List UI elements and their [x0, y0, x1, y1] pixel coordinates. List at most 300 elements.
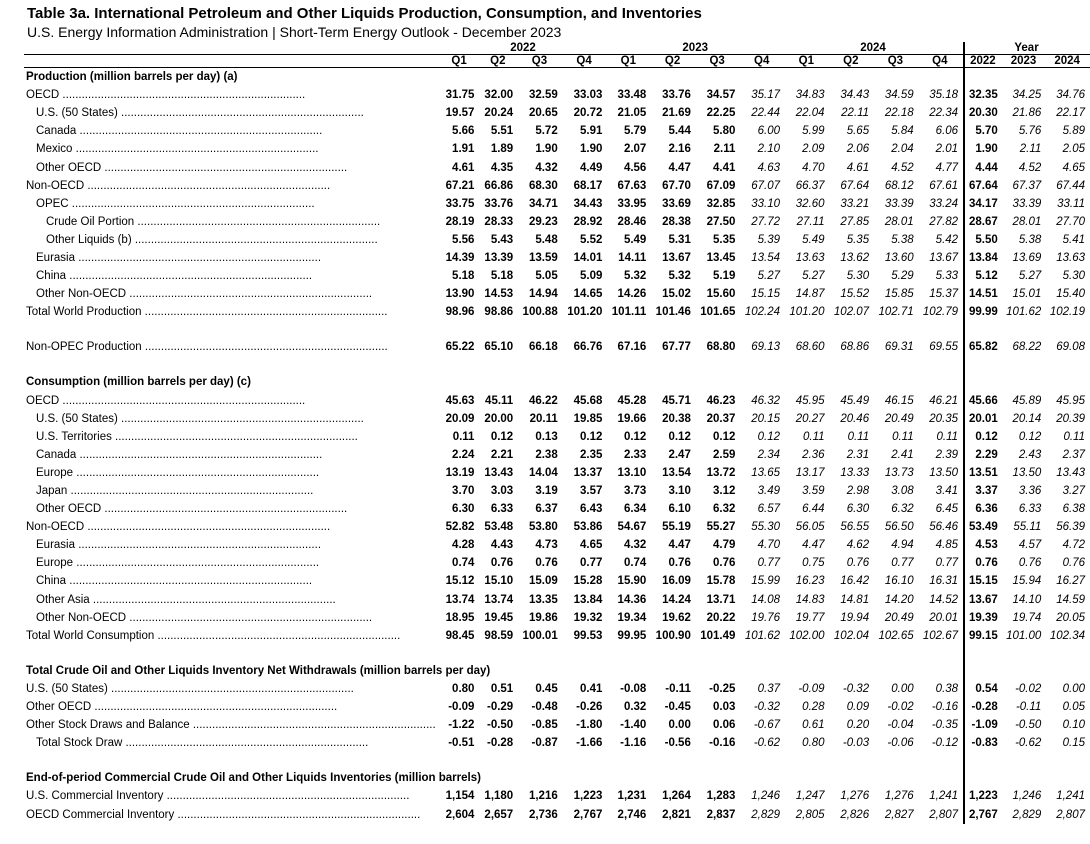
annual-header: 2023	[1003, 55, 1047, 68]
row-label-text: U.S. Commercial Inventory .....	[26, 790, 436, 802]
value-cell: 35.17	[751, 89, 781, 102]
row-label	[24, 267, 441, 285]
value-cell: 0.12	[713, 430, 736, 443]
row-label-text: Eurasia .....	[36, 252, 436, 264]
value-cell: 13.43	[484, 466, 514, 479]
value-cell: 13.45	[706, 251, 736, 264]
value-cell: 13.54	[662, 466, 691, 479]
row-label-text: U.S. (50 States) .....	[36, 107, 436, 119]
value-cell: 0.77	[919, 554, 964, 572]
value-cell: -0.67	[753, 719, 781, 732]
value-cell: 34.83	[795, 89, 825, 102]
row-label-text: Europe .....	[36, 467, 436, 479]
spacer-cell	[964, 356, 1003, 373]
value-cell: 4.32	[623, 539, 647, 552]
table-row	[24, 249, 1090, 267]
value-cell: 16.27	[1056, 575, 1085, 588]
value-cell: 14.51	[968, 288, 998, 301]
value-cell: 0.12	[757, 430, 781, 443]
table-row	[24, 177, 1090, 195]
value-cell: 4.47	[802, 539, 825, 552]
value-cell: -0.85	[531, 719, 558, 732]
spacer-cell	[919, 645, 964, 662]
value-cell: 5.27	[802, 270, 825, 283]
spacer-cell	[24, 645, 441, 662]
value-cell: 5.30	[846, 270, 870, 283]
value-cell: 5.49	[623, 233, 647, 246]
table-title: Table 3a. International Petroleum and Other Liquids Production, Consumption, and Inventories	[27, 5, 702, 22]
value-cell: 0.12	[623, 430, 647, 443]
row-label-text: Japan .....	[36, 485, 436, 497]
row-label-text: Total World Consumption .....	[26, 630, 436, 642]
value-cell: 5.56	[452, 233, 475, 246]
value-cell: 15.15	[968, 575, 998, 588]
value-cell: 13.67	[968, 593, 998, 606]
value-cell: 0.76	[846, 557, 870, 570]
value-cell: -1.16	[620, 737, 647, 750]
row-label-text: OECD Commercial Inventory .....	[26, 809, 436, 821]
value-cell: 5.50	[975, 233, 998, 246]
value-cell: 2.01	[919, 140, 964, 158]
value-cell: 55.11	[1013, 521, 1042, 534]
value-cell: 28.46	[617, 215, 647, 228]
value-cell: 102.65	[878, 629, 914, 642]
value-cell: -1.09	[971, 719, 998, 732]
value-cell: 5.43	[490, 233, 514, 246]
value-cell: 2,805	[795, 808, 825, 821]
row-label	[24, 609, 441, 627]
row-label	[24, 338, 441, 356]
value-cell: 102.71	[878, 306, 914, 319]
table-row	[24, 213, 1090, 231]
value-cell: 5.30	[1062, 270, 1085, 283]
value-cell: 15.99	[751, 575, 781, 588]
value-cell: 0.12	[490, 430, 514, 443]
value-cell: 14.24	[662, 593, 691, 606]
value-cell: 46.21	[919, 392, 964, 410]
value-cell: 33.95	[617, 197, 647, 210]
value-cell: 54.67	[617, 521, 647, 534]
value-cell: 69.13	[751, 341, 781, 354]
value-cell: 4.41	[713, 161, 736, 174]
quarter-header: Q4	[563, 55, 608, 68]
value-cell: 4.61	[452, 161, 475, 174]
value-cell: 0.80	[452, 682, 475, 695]
value-cell: 5.38	[1018, 233, 1042, 246]
value-cell: 5.42	[919, 231, 964, 249]
value-cell: 102.24	[744, 306, 781, 319]
value-cell: 100.88	[522, 306, 558, 319]
spacer-cell	[651, 356, 696, 373]
row-label-text: Non-OECD .....	[26, 180, 436, 192]
row-label	[24, 86, 441, 104]
value-cell: 2.31	[846, 448, 870, 461]
value-cell: -0.08	[620, 682, 647, 695]
table-row	[24, 267, 1090, 285]
value-cell: 20.30	[968, 107, 998, 120]
spacer-cell	[740, 356, 785, 373]
value-cell: 32.85	[706, 197, 736, 210]
spacer-cell	[696, 752, 741, 769]
value-cell: 27.72	[751, 215, 781, 228]
value-cell: 15.40	[1056, 288, 1085, 301]
value-cell: 2.35	[579, 448, 603, 461]
spacer-cell	[874, 356, 919, 373]
value-cell: 35.18	[919, 86, 964, 104]
value-cell: 46.15	[884, 394, 914, 407]
value-cell: -0.09	[798, 682, 825, 695]
spacer-cell	[441, 321, 480, 338]
value-cell: 13.39	[484, 251, 514, 264]
value-cell: -0.48	[531, 701, 558, 714]
value-cell: 69.55	[919, 338, 964, 356]
year-header-annual: Year	[964, 42, 1090, 55]
value-cell: 0.45	[535, 682, 558, 695]
value-cell: 2.59	[713, 448, 736, 461]
value-cell: 6.44	[802, 503, 825, 516]
value-cell: 5.41	[1062, 233, 1085, 246]
value-cell: 20.39	[1056, 412, 1085, 425]
value-cell: 13.33	[840, 466, 870, 479]
value-cell: -0.28	[486, 737, 514, 750]
value-cell: 13.37	[573, 466, 603, 479]
value-cell: 3.08	[891, 485, 914, 498]
value-cell: 34.17	[968, 197, 998, 210]
row-label	[24, 734, 441, 752]
value-cell: 2,604	[445, 808, 475, 821]
value-cell: 20.01	[919, 609, 964, 627]
value-cell: 5.35	[846, 233, 870, 246]
filler-cell	[1046, 769, 1090, 787]
filler-cell	[1003, 373, 1047, 391]
value-cell: 45.89	[1012, 394, 1042, 407]
spacer-cell	[964, 645, 1003, 662]
row-label	[24, 536, 441, 554]
value-cell: 13.10	[617, 466, 647, 479]
value-cell: 14.83	[795, 593, 825, 606]
value-cell: 52.82	[445, 521, 475, 534]
spacer-cell	[651, 645, 696, 662]
row-label	[24, 249, 441, 267]
value-cell: 2.34	[757, 448, 781, 461]
quarter-header: Q4	[919, 55, 964, 68]
row-label	[24, 787, 441, 805]
value-cell: 0.12	[975, 430, 998, 443]
value-cell: 99.53	[573, 629, 603, 642]
value-cell: 5.33	[919, 267, 964, 285]
year-header-row	[24, 42, 1090, 55]
value-cell: 101.20	[567, 306, 603, 319]
value-cell: 14.39	[445, 251, 475, 264]
value-cell: 2,829	[1012, 808, 1042, 821]
value-cell: 28.67	[968, 215, 998, 228]
value-cell: 56.39	[1056, 521, 1085, 534]
value-cell: 29.23	[528, 215, 558, 228]
value-cell: 14.01	[573, 251, 603, 264]
value-cell: -0.62	[753, 737, 781, 750]
value-cell: 2.16	[668, 143, 691, 156]
value-cell: 0.38	[919, 680, 964, 698]
value-cell: 22.17	[1056, 107, 1085, 120]
row-label-text: OECD .....	[26, 89, 436, 101]
value-cell: 14.81	[840, 593, 870, 606]
value-cell: -0.29	[486, 701, 514, 714]
spacer-cell	[830, 356, 875, 373]
value-cell: 67.16	[617, 341, 647, 354]
row-label-text: Other OECD .....	[36, 162, 436, 174]
spacer-cell	[479, 321, 518, 338]
value-cell: 14.87	[795, 288, 825, 301]
value-cell: 4.65	[579, 539, 603, 552]
value-cell: 5.29	[891, 270, 914, 283]
value-cell: 34.25	[1012, 89, 1042, 102]
value-cell: 5.70	[975, 125, 998, 138]
value-cell: 0.51	[490, 682, 514, 695]
spacer-cell	[563, 752, 608, 769]
value-cell: 55.19	[662, 521, 691, 534]
value-cell: 0.00	[1062, 682, 1085, 695]
value-cell: 34.43	[573, 197, 603, 210]
value-cell: 2.11	[713, 143, 736, 156]
value-cell: 15.52	[840, 288, 870, 301]
value-cell: 27.70	[1056, 215, 1085, 228]
value-cell: 67.64	[840, 179, 870, 192]
value-cell: 19.66	[617, 412, 647, 425]
value-cell: -0.06	[887, 737, 914, 750]
value-cell: 13.65	[751, 466, 781, 479]
filler-cell	[964, 662, 1003, 680]
value-cell: 33.48	[617, 89, 647, 102]
quarter-header: Q1	[441, 55, 480, 68]
value-cell: -0.09	[448, 701, 475, 714]
table-row	[24, 609, 1090, 627]
value-cell: 0.12	[579, 430, 603, 443]
value-cell: 33.11	[1057, 197, 1085, 210]
spacer-cell	[563, 321, 608, 338]
table-row	[24, 716, 1090, 734]
row-label	[24, 140, 441, 158]
value-cell: 5.44	[668, 125, 691, 138]
quarter-header: Q3	[874, 55, 919, 68]
value-cell: -1.40	[620, 719, 647, 732]
value-cell: 13.69	[1012, 251, 1042, 264]
value-cell: 20.09	[445, 412, 475, 425]
value-cell: 3.49	[757, 485, 781, 498]
spacer-cell	[1003, 752, 1047, 769]
value-cell: 3.27	[1062, 485, 1085, 498]
table-row	[24, 591, 1090, 609]
value-cell: 1,223	[573, 790, 603, 803]
value-cell: 4.63	[757, 161, 781, 174]
value-cell: 13.63	[795, 251, 825, 264]
value-cell: 13.74	[484, 593, 514, 606]
row-label-text: China .....	[36, 575, 436, 587]
value-cell: 19.94	[840, 611, 870, 624]
value-cell: 6.38	[1062, 503, 1085, 516]
value-cell: 28.01	[1012, 215, 1042, 228]
value-cell: 102.07	[833, 306, 870, 319]
row-label	[24, 716, 441, 734]
value-cell: 68.86	[840, 341, 870, 354]
section-heading-row	[24, 68, 1090, 87]
value-cell: 13.60	[884, 251, 914, 264]
value-cell: 5.89	[1062, 125, 1085, 138]
value-cell: 20.65	[528, 107, 558, 120]
value-cell: 15.12	[445, 575, 475, 588]
value-cell: 19.77	[795, 611, 825, 624]
spacer-cell	[740, 752, 785, 769]
value-cell: 5.32	[623, 270, 647, 283]
table-row	[24, 805, 1090, 823]
value-cell: 5.19	[713, 270, 736, 283]
value-cell: 1,241	[1056, 790, 1085, 803]
value-cell: 6.36	[975, 503, 998, 516]
value-cell: 0.74	[452, 557, 475, 570]
value-cell: 22.11	[841, 107, 870, 120]
value-cell: 33.21	[840, 197, 870, 210]
value-cell: 1,276	[840, 790, 870, 803]
value-cell: 66.76	[573, 341, 603, 354]
row-label	[24, 627, 441, 645]
value-cell: -0.87	[531, 737, 558, 750]
value-cell: 0.76	[1018, 557, 1042, 570]
spacer-cell	[919, 752, 964, 769]
quarter-header: Q1	[607, 55, 651, 68]
spacer-cell	[964, 321, 1003, 338]
value-cell: 2,827	[884, 808, 914, 821]
value-cell: 13.50	[919, 464, 964, 482]
row-label	[24, 195, 441, 213]
value-cell: -0.50	[486, 719, 514, 732]
table-row	[24, 122, 1090, 140]
value-cell: 13.63	[1056, 251, 1085, 264]
value-cell: 4.49	[579, 161, 603, 174]
value-cell: 27.82	[919, 213, 964, 231]
value-cell: 0.76	[490, 557, 514, 570]
row-label-text: Mexico .....	[36, 143, 436, 155]
value-cell: 20.49	[884, 412, 914, 425]
value-cell: 101.49	[700, 629, 736, 642]
row-label-text: Eurasia .....	[36, 539, 436, 551]
value-cell: 46.32	[751, 394, 781, 407]
row-label	[24, 805, 441, 823]
value-cell: 5.27	[1018, 270, 1042, 283]
value-cell: 3.10	[668, 485, 691, 498]
value-cell: 1,246	[1012, 790, 1042, 803]
spacer-cell	[740, 321, 785, 338]
value-cell: 56.55	[840, 521, 870, 534]
value-cell: 5.18	[452, 270, 475, 283]
filler-cell	[964, 68, 1003, 87]
value-cell: 16.10	[884, 575, 914, 588]
spacer-cell	[479, 645, 518, 662]
spacer-cell	[740, 645, 785, 662]
value-cell: 0.11	[452, 430, 475, 443]
value-cell: 0.28	[802, 701, 825, 714]
value-cell: 69.31	[884, 341, 914, 354]
quarter-header-row	[24, 55, 1090, 68]
value-cell: 28.33	[484, 215, 514, 228]
value-cell: 15.15	[751, 288, 781, 301]
value-cell: 67.64	[968, 179, 998, 192]
value-cell: 13.51	[968, 466, 998, 479]
value-cell: 16.23	[795, 575, 825, 588]
value-cell: 33.76	[662, 89, 691, 102]
quarter-header: Q4	[740, 55, 785, 68]
value-cell: 2,767	[968, 808, 998, 821]
quarter-header: Q1	[785, 55, 830, 68]
value-cell: 14.26	[617, 288, 647, 301]
value-cell: -0.12	[919, 734, 964, 752]
spacer-cell	[874, 321, 919, 338]
row-label-text: Non-OPEC Production .....	[26, 341, 436, 353]
filler-cell	[1003, 769, 1047, 787]
value-cell: 6.10	[668, 503, 691, 516]
value-cell: 28.92	[573, 215, 603, 228]
filler-cell	[1003, 68, 1047, 87]
value-cell: 2.05	[1062, 143, 1085, 156]
value-cell: 45.63	[445, 394, 475, 407]
spacer-cell	[479, 752, 518, 769]
spacer-cell	[1046, 752, 1090, 769]
value-cell: 6.37	[535, 503, 558, 516]
value-cell: 101.46	[655, 306, 691, 319]
value-cell: 0.06	[713, 719, 736, 732]
row-label	[24, 303, 441, 321]
spacer-cell	[874, 752, 919, 769]
value-cell: 33.69	[662, 197, 691, 210]
value-cell: 33.75	[445, 197, 475, 210]
table-row	[24, 392, 1090, 410]
value-cell: 15.10	[484, 575, 514, 588]
value-cell: 28.01	[884, 215, 914, 228]
value-cell: 22.34	[919, 104, 964, 122]
row-label-text: OECD .....	[26, 395, 436, 407]
value-cell: 15.90	[617, 575, 647, 588]
value-cell: 33.39	[1012, 197, 1042, 210]
value-cell: 14.59	[1056, 593, 1085, 606]
value-cell: 46.22	[528, 394, 558, 407]
value-cell: 5.65	[846, 125, 870, 138]
spacer-cell	[518, 645, 563, 662]
value-cell: 45.95	[795, 394, 825, 407]
value-cell: 13.59	[528, 251, 558, 264]
value-cell: 101.11	[611, 306, 647, 319]
value-cell: 14.52	[919, 591, 964, 609]
value-cell: 27.85	[840, 215, 870, 228]
filler-cell	[964, 769, 1003, 787]
value-cell: 6.30	[452, 503, 475, 516]
value-cell: 3.36	[1018, 485, 1042, 498]
value-cell: 0.41	[579, 682, 603, 695]
spacer-cell	[518, 752, 563, 769]
spacer-cell	[785, 752, 830, 769]
value-cell: -0.32	[753, 701, 781, 714]
value-cell: 102.79	[919, 303, 964, 321]
value-cell: 33.10	[751, 197, 781, 210]
value-cell: 13.54	[751, 251, 781, 264]
value-cell: 32.60	[795, 197, 825, 210]
value-cell: 69.08	[1056, 341, 1085, 354]
row-label-text: China .....	[36, 270, 436, 282]
value-cell: 2.04	[891, 143, 914, 156]
value-cell: 0.74	[623, 557, 647, 570]
value-cell: 33.24	[919, 195, 964, 213]
value-cell: 2,829	[751, 808, 781, 821]
value-cell: 2.38	[535, 448, 558, 461]
value-cell: 27.50	[706, 215, 736, 228]
annual-header: 2022	[964, 55, 1003, 68]
